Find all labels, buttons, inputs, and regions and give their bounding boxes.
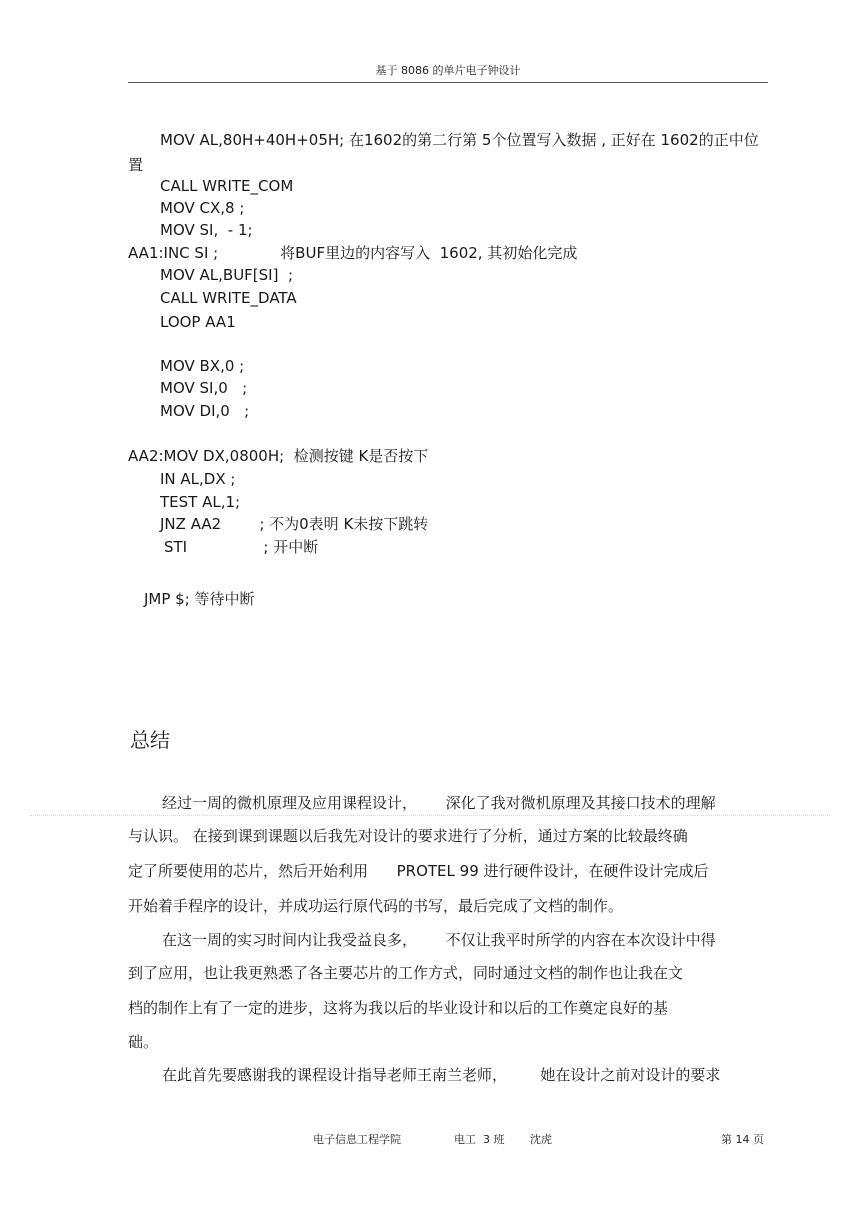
code-line: MOV SI,0 ; bbox=[160, 379, 248, 397]
paragraph-line: 定了所要使用的芯片，然后开始利用 PROTEL 99 进行硬件设计，在硬件设计完成后 bbox=[128, 862, 709, 880]
code-line: MOV SI, - 1; bbox=[160, 221, 253, 239]
paragraph-line: 档的制作上有了一定的进步，这将为我以后的毕业设计和以后的工作奠定良好的基 bbox=[128, 999, 669, 1017]
paragraph-line: 开始着手程序的设计，并成功运行原代码的书写，最后完成了文档的制作。 bbox=[128, 897, 624, 915]
code-line: MOV AL,BUF[SI] ; bbox=[160, 266, 294, 284]
page-number: 第 14 页 bbox=[721, 1133, 764, 1146]
code-line: MOV DI,0 ; bbox=[160, 402, 250, 420]
page-header: 基于 8086 的单片电子钟设计 bbox=[375, 64, 521, 77]
code-line: MOV AL,80H+40H+05H; 在1602的第二行第 5个位置写入数据 , 正好在 1602的正中位 bbox=[160, 131, 759, 149]
paragraph-line: 经过一周的微机原理及应用课程设计， 深化了我对微机原理及其接口技术的理解 bbox=[162, 794, 716, 812]
code-line: JNZ AA2 ; 不为0表明 K未按下跳转 bbox=[160, 515, 429, 533]
code-line: 置 bbox=[128, 156, 144, 174]
paragraph-line: 与认识。 在接到课到课题以后我先对设计的要求进行了分析，通过方案的比较最终确 bbox=[128, 827, 688, 845]
code-line: IN AL,DX ; bbox=[160, 470, 236, 488]
code-line: CALL WRITE_COM bbox=[160, 177, 294, 195]
footer-author: 沈虎 bbox=[530, 1133, 552, 1146]
code-line: LOOP AA1 bbox=[160, 313, 236, 331]
code-line: STI ; 开中断 bbox=[164, 538, 319, 556]
code-line: CALL WRITE_DATA bbox=[160, 289, 297, 307]
code-line: JMP $; 等待中断 bbox=[144, 590, 255, 608]
code-line: AA1:INC SI ; 将BUF里边的内容写入 1602, 其初始化完成 bbox=[128, 244, 578, 262]
paragraph-line: 到了应用，也让我更熟悉了各主要芯片的工作方式，同时通过文档的制作也让我在文 bbox=[128, 964, 684, 982]
dotted-divider bbox=[30, 815, 830, 816]
header-divider bbox=[128, 82, 768, 83]
paragraph-line: 础。 bbox=[128, 1033, 159, 1051]
section-title: 总结 bbox=[130, 728, 170, 752]
code-line: TEST AL,1; bbox=[160, 493, 241, 511]
code-line: AA2:MOV DX,0800H; 检测按键 K是否按下 bbox=[128, 447, 429, 465]
code-line: MOV CX,8 ; bbox=[160, 199, 245, 217]
footer-class: 电工 3 班 bbox=[454, 1133, 505, 1146]
paragraph-line: 在这一周的实习时间内让我受益良多， 不仅让我平时所学的内容在本次设计中得 bbox=[162, 931, 716, 949]
footer-college: 电子信息工程学院 bbox=[313, 1133, 401, 1146]
paragraph-line: 在此首先要感谢我的课程设计指导老师王南兰老师， 她在设计之前对设计的要求 bbox=[162, 1066, 721, 1084]
code-line: MOV BX,0 ; bbox=[160, 357, 245, 375]
